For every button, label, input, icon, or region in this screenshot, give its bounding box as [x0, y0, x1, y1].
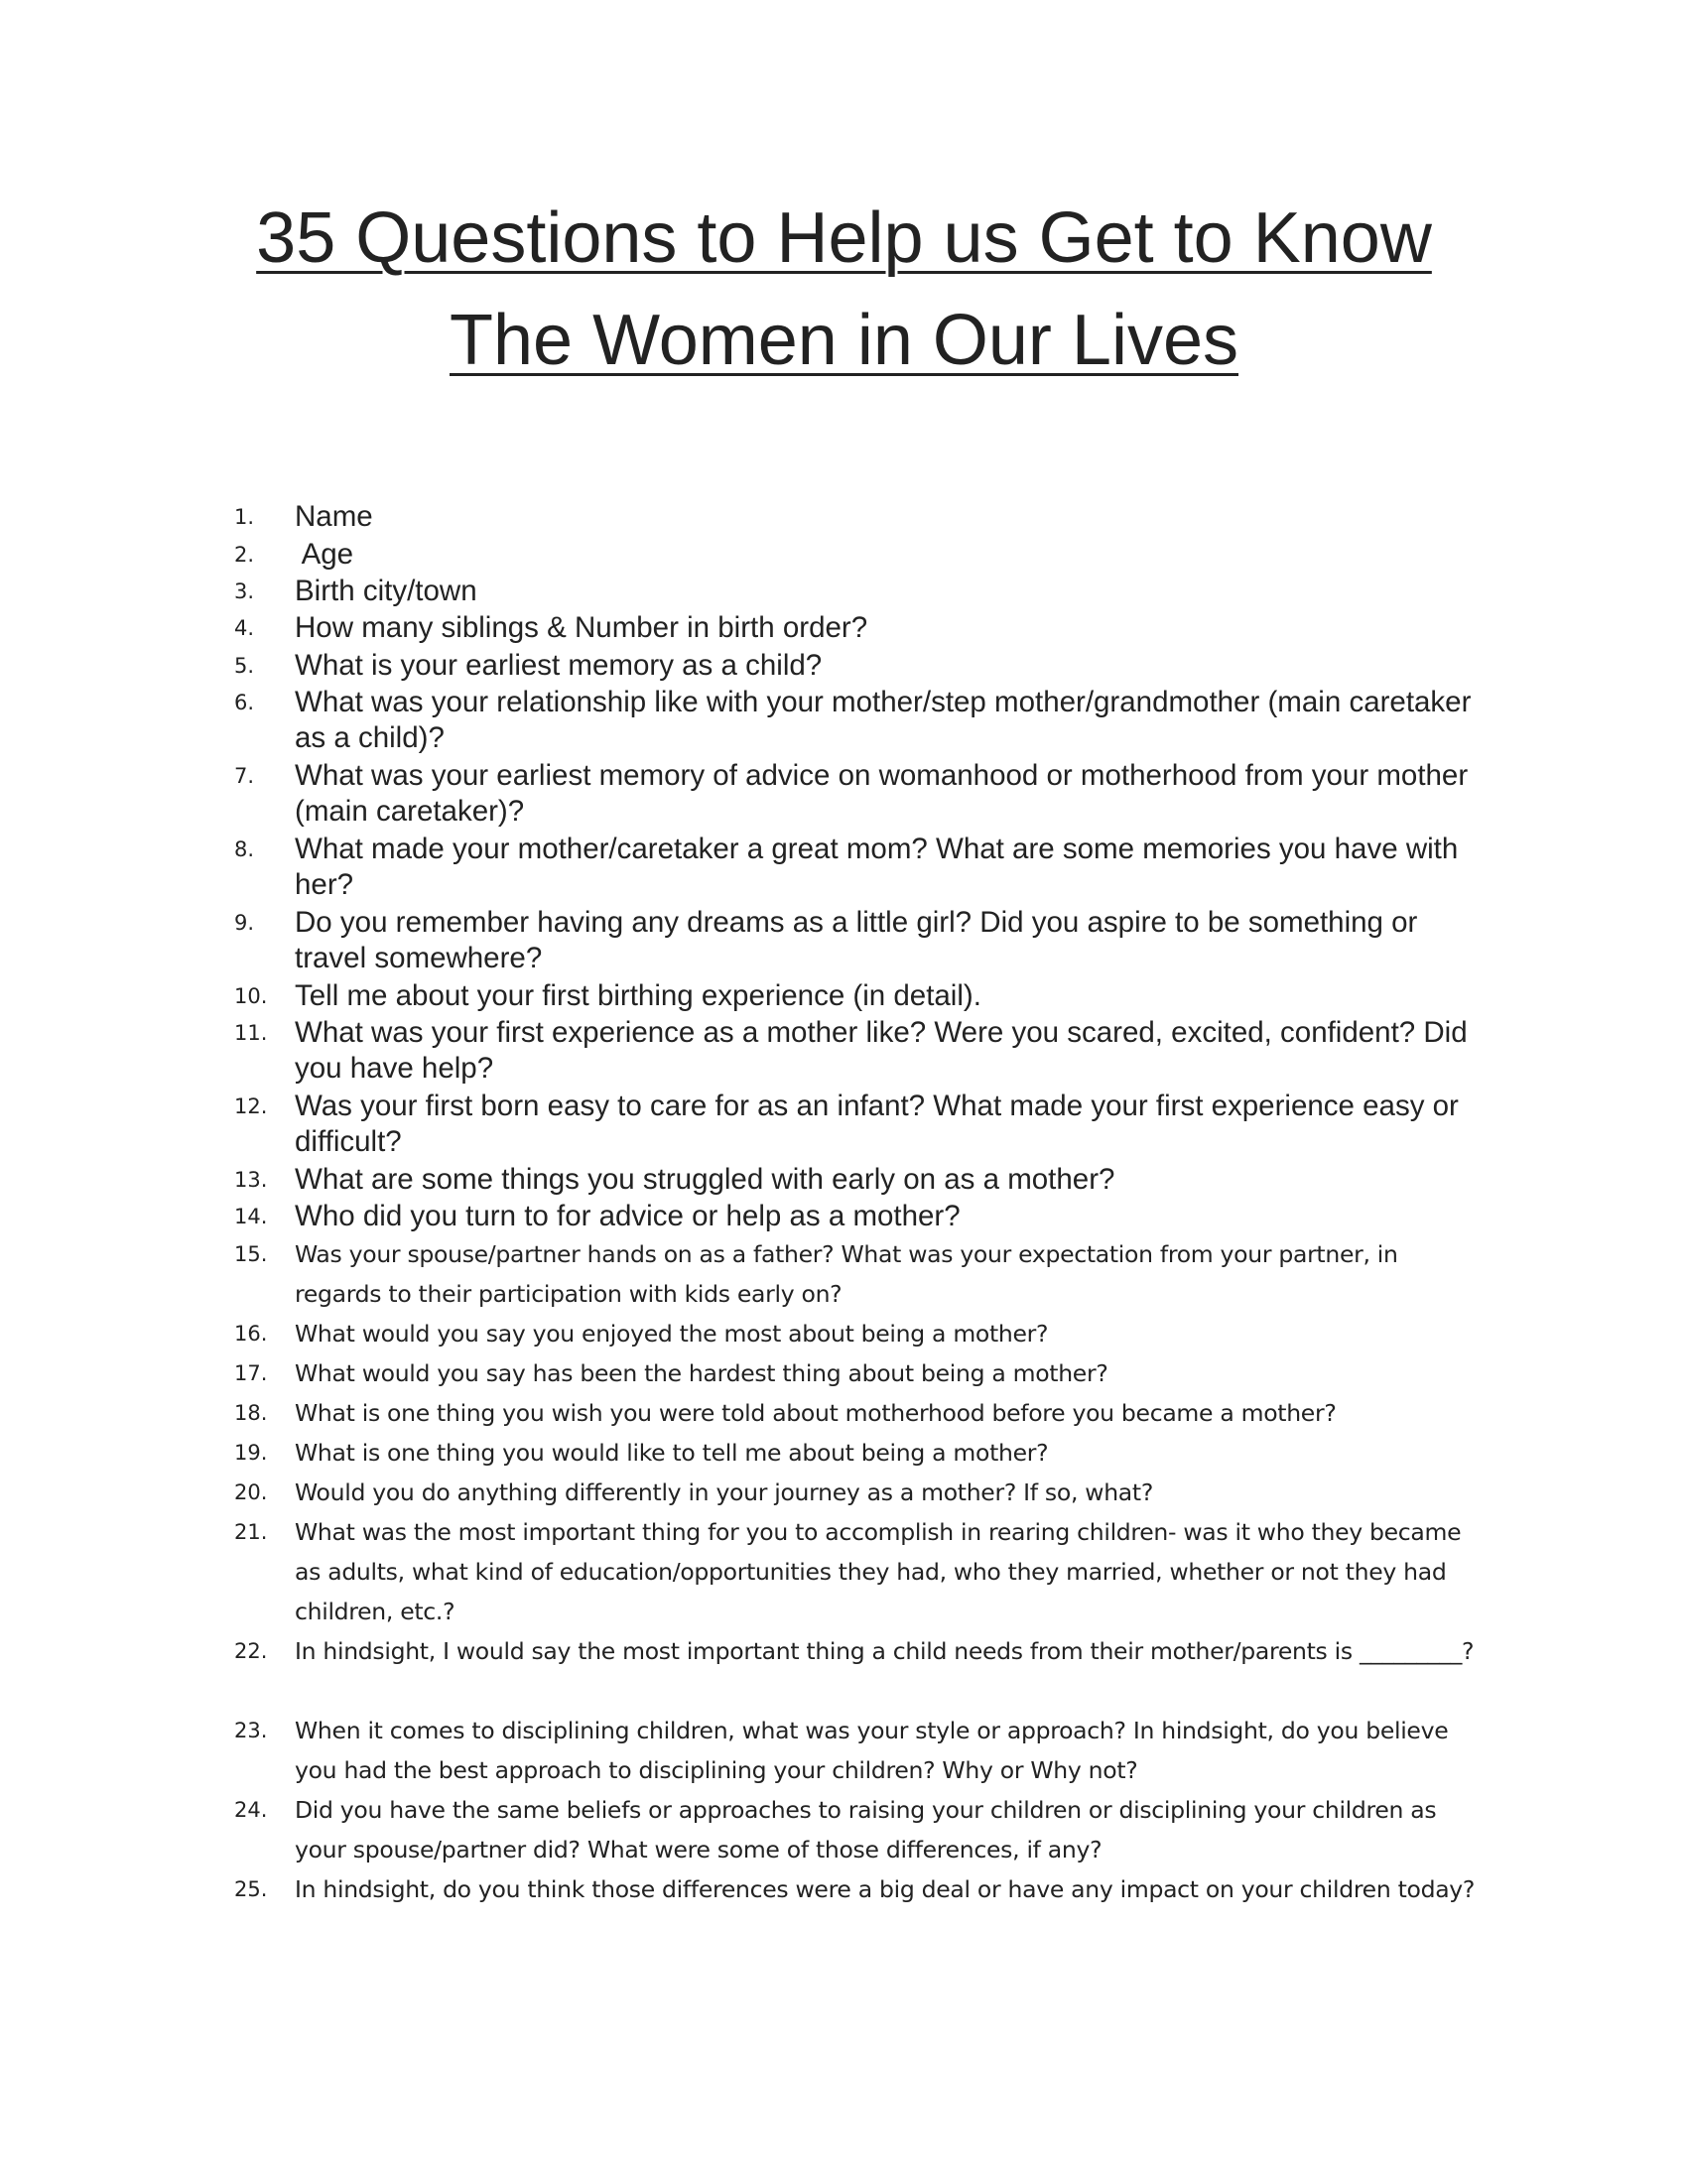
- question-number: 19.: [234, 1441, 268, 1465]
- question-text: What was the most important thing for you to accomplish in rearing children- was it who they became as adults, what kind of education/opportunities they had, who they married, whether or not they had children, etc.?: [295, 1518, 1462, 1625]
- question-number: 3.: [234, 579, 255, 603]
- question-number: 17.: [234, 1361, 268, 1385]
- page-title-line-2: The Women in Our Lives: [450, 301, 1238, 380]
- question-number: 8.: [234, 837, 255, 861]
- question-text: What was your first experience as a mother like? Were you scared, excited, confident? Did you have help?: [295, 1016, 1468, 1085]
- question-text: Age: [295, 538, 354, 571]
- question-text: What would you say has been the hardest thing about being a mother?: [295, 1359, 1108, 1387]
- question-number: 16.: [234, 1322, 268, 1346]
- question-number: 6.: [234, 691, 255, 714]
- question-text: What made your mother/caretaker a great mom? What are some memories you have with her?: [295, 833, 1459, 901]
- question-number: 10.: [234, 984, 268, 1008]
- question-number: 2.: [234, 543, 255, 567]
- question-number: 4.: [234, 616, 255, 640]
- question-text: What are some things you struggled with early on as a mother?: [295, 1163, 1115, 1196]
- question-text: Would you do anything differently in your journey as a mother? If so, what?: [295, 1478, 1153, 1506]
- question-text: Who did you turn to for advice or help as a mother?: [295, 1200, 961, 1232]
- question-text: Birth city/town: [295, 575, 477, 607]
- question-text: Was your spouse/partner hands on as a father? What was your expectation from your partner, in regards to their participation with kids early on?: [295, 1240, 1398, 1308]
- question-number: 5.: [234, 654, 255, 678]
- question-text: Name: [295, 500, 373, 533]
- question-number: 7.: [234, 764, 255, 788]
- question-text: How many siblings & Number in birth order?: [295, 611, 868, 644]
- question-text: What was your earliest memory of advice on womanhood or motherhood from your mother (main caretaker)?: [295, 759, 1469, 828]
- question-text: Did you have the same beliefs or approaches to raising your children or disciplining your children as your spouse/partner did? What were some of those differences, if any?: [295, 1796, 1437, 1863]
- question-number: 11.: [234, 1021, 268, 1045]
- question-text: What is one thing you would like to tell me about being a mother?: [295, 1439, 1049, 1467]
- question-text: What is one thing you wish you were told about motherhood before you became a mother?: [295, 1399, 1337, 1427]
- question-text: When it comes to disciplining children, what was your style or approach? In hindsight, do you believe you had the best approach to disciplining your children? Why or Why not?: [295, 1717, 1449, 1784]
- question-text: Tell me about your first birthing experience (in detail).: [295, 979, 981, 1012]
- question-number: 9.: [234, 911, 255, 935]
- question-text: In hindsight, do you think those differences were a big deal or have any impact on your children today?: [295, 1875, 1476, 1903]
- question-text: What was your relationship like with your mother/step mother/grandmother (main caretaker as a child)?: [295, 686, 1472, 754]
- question-text: What is your earliest memory as a child?: [295, 649, 823, 682]
- question-number: 23.: [234, 1719, 268, 1742]
- question-number: 24.: [234, 1798, 268, 1822]
- question-number: 20.: [234, 1480, 268, 1504]
- question-number: 13.: [234, 1168, 268, 1192]
- question-number: 21.: [234, 1520, 268, 1544]
- page-title-line-1: 35 Questions to Help us Get to Know: [256, 198, 1432, 278]
- question-text: What would you say you enjoyed the most about being a mother?: [295, 1320, 1049, 1348]
- question-number: 22.: [234, 1639, 268, 1663]
- question-number: 1.: [234, 505, 255, 529]
- question-number: 18.: [234, 1401, 268, 1425]
- question-number: 15.: [234, 1242, 268, 1266]
- question-text: Do you remember having any dreams as a little girl? Did you aspire to be something or travel somewhere?: [295, 906, 1418, 974]
- question-text: Was your first born easy to care for as an infant? What made your first experience easy or difficult?: [295, 1090, 1459, 1158]
- question-number: 12.: [234, 1094, 268, 1118]
- question-number: 14.: [234, 1205, 268, 1228]
- question-text: In hindsight, I would say the most important thing a child needs from their mother/parents is _________?: [295, 1637, 1475, 1665]
- question-number: 25.: [234, 1877, 268, 1901]
